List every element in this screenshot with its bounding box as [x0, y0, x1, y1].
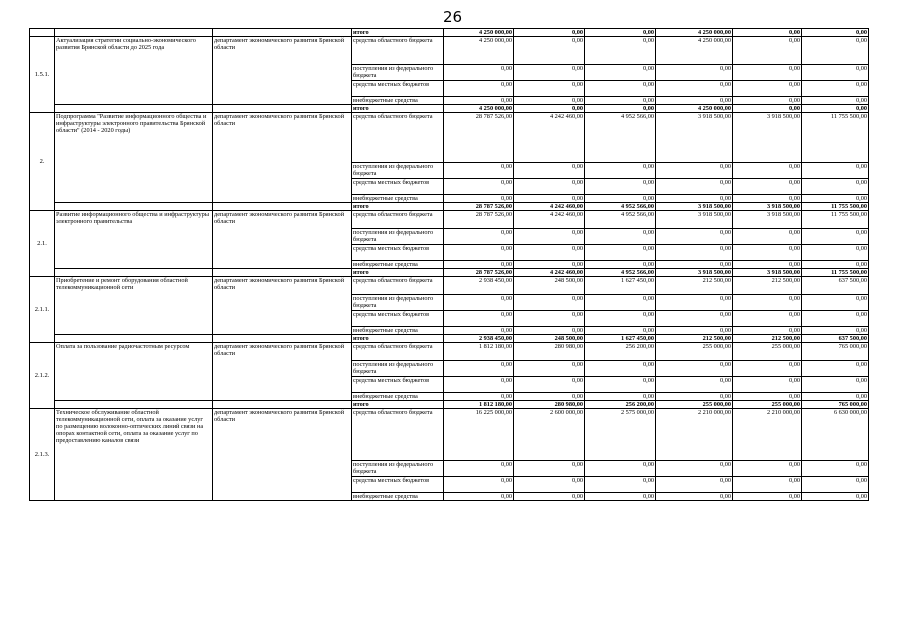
amount-cell: 4 242 460,00: [514, 211, 585, 229]
amount-cell: 0,00: [585, 163, 656, 179]
amount-cell: 0,00: [802, 261, 869, 269]
amount-cell: 0,00: [585, 461, 656, 477]
amount-cell: 0,00: [585, 179, 656, 195]
amount-cell: 0,00: [802, 195, 869, 203]
source-cell: средства областного бюджета: [352, 37, 444, 65]
amount-cell: 0,00: [585, 29, 656, 37]
amount-cell: 0,00: [802, 477, 869, 493]
amount-cell: 4 250 000,00: [656, 37, 733, 65]
amount-cell: 0,00: [656, 461, 733, 477]
amount-cell: 255 000,00: [733, 343, 802, 361]
amount-cell: 248 500,00: [514, 335, 585, 343]
total-row: [30, 29, 869, 37]
amount-cell: 0,00: [585, 105, 656, 113]
amount-cell: 765 000,00: [802, 401, 869, 409]
amount-cell: 2 938 450,00: [444, 277, 514, 295]
amount-cell: 0,00: [802, 65, 869, 81]
source-cell: поступления из федерального бюджета: [352, 65, 444, 81]
amount-cell: 0,00: [802, 29, 869, 37]
amount-cell: 4 250 000,00: [444, 29, 514, 37]
item-name: Подпрограмма "Развитие информационного общества и инфраструктуры электронного правительства Брянской области" (2014 - 2020 годы): [55, 113, 213, 203]
amount-cell: 0,00: [802, 179, 869, 195]
source-cell: внебюджетные средства: [352, 493, 444, 501]
amount-cell: 0,00: [444, 195, 514, 203]
amount-cell: 3 918 500,00: [733, 269, 802, 277]
amount-cell: 0,00: [514, 163, 585, 179]
amount-cell: 0,00: [444, 163, 514, 179]
amount-cell: 0,00: [514, 393, 585, 401]
amount-cell: 0,00: [802, 245, 869, 261]
amount-cell: 0,00: [585, 65, 656, 81]
source-cell: итого: [352, 29, 444, 37]
amount-cell: 0,00: [514, 377, 585, 393]
source-row: [30, 113, 869, 163]
amount-cell: 0,00: [656, 65, 733, 81]
amount-cell: 2 210 000,00: [656, 409, 733, 461]
empty-cell: [55, 401, 213, 409]
amount-cell: 3 918 500,00: [656, 113, 733, 163]
amount-cell: 4 952 566,00: [585, 211, 656, 229]
amount-cell: 0,00: [802, 229, 869, 245]
amount-cell: 1 812 180,00: [444, 401, 514, 409]
amount-cell: 4 952 566,00: [585, 203, 656, 211]
amount-cell: 0,00: [514, 179, 585, 195]
empty-cell: [213, 203, 352, 211]
source-row: [30, 211, 869, 229]
item-executor: департамент экономического развития Брянской области: [213, 277, 352, 335]
amount-cell: 0,00: [802, 105, 869, 113]
budget-table: [29, 28, 869, 501]
item-executor: департамент экономического развития Брянской области: [213, 211, 352, 269]
amount-cell: 255 000,00: [656, 343, 733, 361]
amount-cell: 1 627 450,00: [585, 335, 656, 343]
amount-cell: 0,00: [802, 361, 869, 377]
amount-cell: 3 918 500,00: [656, 203, 733, 211]
amount-cell: 0,00: [802, 311, 869, 327]
amount-cell: 0,00: [802, 97, 869, 105]
amount-cell: 0,00: [733, 195, 802, 203]
amount-cell: 0,00: [585, 377, 656, 393]
source-row: [30, 409, 869, 461]
amount-cell: 1 812 180,00: [444, 343, 514, 361]
amount-cell: 0,00: [514, 81, 585, 97]
amount-cell: 0,00: [585, 81, 656, 97]
amount-cell: 0,00: [656, 245, 733, 261]
item-executor: департамент экономического развития Брянской области: [213, 37, 352, 105]
amount-cell: 0,00: [514, 361, 585, 377]
amount-cell: 0,00: [585, 195, 656, 203]
amount-cell: 11 755 500,00: [802, 113, 869, 163]
empty-cell: [55, 29, 213, 37]
amount-cell: 0,00: [733, 65, 802, 81]
amount-cell: 0,00: [514, 295, 585, 311]
amount-cell: 0,00: [514, 245, 585, 261]
empty-cell: [213, 335, 352, 343]
amount-cell: 0,00: [444, 65, 514, 81]
amount-cell: 28 787 526,00: [444, 203, 514, 211]
amount-cell: 28 787 526,00: [444, 211, 514, 229]
total-row: [30, 335, 869, 343]
amount-cell: 0,00: [444, 229, 514, 245]
amount-cell: 0,00: [444, 311, 514, 327]
amount-cell: 0,00: [585, 311, 656, 327]
amount-cell: 28 787 526,00: [444, 269, 514, 277]
amount-cell: 11 755 500,00: [802, 211, 869, 229]
source-cell: внебюджетные средства: [352, 327, 444, 335]
amount-cell: 0,00: [733, 295, 802, 311]
source-cell: средства областного бюджета: [352, 211, 444, 229]
amount-cell: 0,00: [444, 261, 514, 269]
amount-cell: 255 000,00: [656, 401, 733, 409]
amount-cell: 11 755 500,00: [802, 203, 869, 211]
amount-cell: 0,00: [733, 245, 802, 261]
amount-cell: 0,00: [656, 261, 733, 269]
amount-cell: 4 242 460,00: [514, 269, 585, 277]
amount-cell: 0,00: [656, 179, 733, 195]
source-cell: средства местных бюджетов: [352, 311, 444, 327]
empty-cell: [213, 269, 352, 277]
amount-cell: 0,00: [514, 327, 585, 335]
item-name: Техническое обслуживание областной телекоммуникационной сети, оплата за оказание услуг по размещению волоконно-оптических линий связи на опорах контактной сети, оплата за оказание услуг по предоставлению каналов связи: [55, 409, 213, 501]
amount-cell: 2 210 000,00: [733, 409, 802, 461]
amount-cell: 280 980,00: [514, 343, 585, 361]
empty-cell: [213, 401, 352, 409]
amount-cell: 212 500,00: [656, 277, 733, 295]
item-name: Оплата за пользование радиочастотным ресурсом: [55, 343, 213, 401]
amount-cell: 0,00: [733, 311, 802, 327]
item-number: 2.1.: [30, 211, 55, 277]
amount-cell: 0,00: [444, 179, 514, 195]
amount-cell: 0,00: [585, 361, 656, 377]
page-number: 26: [442, 8, 463, 26]
amount-cell: 0,00: [514, 493, 585, 501]
amount-cell: 2 575 000,00: [585, 409, 656, 461]
source-cell: итого: [352, 401, 444, 409]
amount-cell: 0,00: [656, 229, 733, 245]
amount-cell: 0,00: [733, 393, 802, 401]
total-row: [30, 401, 869, 409]
item-number: 2.1.3.: [30, 409, 55, 501]
amount-cell: 637 500,00: [802, 277, 869, 295]
item-number: 2.: [30, 113, 55, 211]
item-name: Развитие информационного общества и инфраструктуры электронного правительства: [55, 211, 213, 269]
amount-cell: 6 630 000,00: [802, 409, 869, 461]
amount-cell: 0,00: [444, 377, 514, 393]
amount-cell: 0,00: [444, 295, 514, 311]
amount-cell: 256 200,00: [585, 343, 656, 361]
amount-cell: 0,00: [656, 327, 733, 335]
empty-cell: [55, 105, 213, 113]
amount-cell: 0,00: [444, 245, 514, 261]
amount-cell: 4 250 000,00: [656, 29, 733, 37]
amount-cell: 4 952 566,00: [585, 113, 656, 163]
source-cell: итого: [352, 269, 444, 277]
source-cell: средства областного бюджета: [352, 409, 444, 461]
amount-cell: 0,00: [514, 229, 585, 245]
amount-cell: 0,00: [585, 477, 656, 493]
amount-cell: 0,00: [656, 477, 733, 493]
source-row: [30, 343, 869, 361]
amount-cell: 0,00: [802, 295, 869, 311]
amount-cell: 3 918 500,00: [733, 113, 802, 163]
source-row: [30, 277, 869, 295]
amount-cell: 4 250 000,00: [444, 37, 514, 65]
amount-cell: 3 918 500,00: [656, 269, 733, 277]
amount-cell: 0,00: [733, 179, 802, 195]
amount-cell: 248 500,00: [514, 277, 585, 295]
empty-cell: [30, 29, 55, 37]
amount-cell: 0,00: [514, 37, 585, 65]
amount-cell: 11 755 500,00: [802, 269, 869, 277]
amount-cell: 0,00: [733, 97, 802, 105]
amount-cell: 0,00: [802, 377, 869, 393]
amount-cell: 0,00: [733, 327, 802, 335]
source-cell: средства местных бюджетов: [352, 179, 444, 195]
source-cell: внебюджетные средства: [352, 97, 444, 105]
amount-cell: 28 787 526,00: [444, 113, 514, 163]
amount-cell: 3 918 500,00: [733, 203, 802, 211]
amount-cell: 0,00: [656, 493, 733, 501]
source-cell: итого: [352, 105, 444, 113]
amount-cell: 0,00: [444, 361, 514, 377]
amount-cell: 0,00: [514, 461, 585, 477]
amount-cell: 637 500,00: [802, 335, 869, 343]
item-number: 1.5.1.: [30, 37, 55, 113]
amount-cell: 0,00: [656, 361, 733, 377]
amount-cell: 0,00: [733, 477, 802, 493]
amount-cell: 0,00: [733, 81, 802, 97]
amount-cell: 255 000,00: [733, 401, 802, 409]
source-cell: поступления из федерального бюджета: [352, 163, 444, 179]
amount-cell: 0,00: [514, 97, 585, 105]
amount-cell: 0,00: [733, 105, 802, 113]
empty-cell: [213, 105, 352, 113]
source-cell: внебюджетные средства: [352, 261, 444, 269]
amount-cell: 0,00: [802, 461, 869, 477]
amount-cell: 0,00: [733, 229, 802, 245]
amount-cell: 0,00: [802, 37, 869, 65]
source-cell: поступления из федерального бюджета: [352, 461, 444, 477]
amount-cell: 0,00: [585, 327, 656, 335]
item-number: 2.1.1.: [30, 277, 55, 343]
amount-cell: 0,00: [656, 97, 733, 105]
amount-cell: 0,00: [514, 261, 585, 269]
amount-cell: 0,00: [656, 195, 733, 203]
amount-cell: 0,00: [514, 195, 585, 203]
empty-cell: [55, 203, 213, 211]
amount-cell: 0,00: [802, 393, 869, 401]
source-cell: поступления из федерального бюджета: [352, 229, 444, 245]
empty-cell: [213, 29, 352, 37]
source-cell: средства областного бюджета: [352, 343, 444, 361]
amount-cell: 0,00: [585, 245, 656, 261]
amount-cell: 0,00: [656, 81, 733, 97]
amount-cell: 2 938 450,00: [444, 335, 514, 343]
item-executor: департамент экономического развития Брянской области: [213, 343, 352, 401]
amount-cell: 0,00: [514, 105, 585, 113]
amount-cell: 0,00: [733, 261, 802, 269]
empty-cell: [55, 335, 213, 343]
item-number: 2.1.2.: [30, 343, 55, 409]
amount-cell: 0,00: [802, 493, 869, 501]
amount-cell: 4 250 000,00: [656, 105, 733, 113]
amount-cell: 4 952 566,00: [585, 269, 656, 277]
source-cell: итого: [352, 203, 444, 211]
empty-cell: [55, 269, 213, 277]
amount-cell: 0,00: [444, 393, 514, 401]
amount-cell: 0,00: [514, 311, 585, 327]
amount-cell: 0,00: [444, 81, 514, 97]
amount-cell: 0,00: [733, 461, 802, 477]
amount-cell: 0,00: [444, 493, 514, 501]
source-cell: средства местных бюджетов: [352, 377, 444, 393]
amount-cell: 3 918 500,00: [733, 211, 802, 229]
amount-cell: 0,00: [733, 361, 802, 377]
item-name: Приобретение и ремонт оборудования областной телекоммуникационной сети: [55, 277, 213, 335]
amount-cell: 256 200,00: [585, 401, 656, 409]
source-row: [30, 37, 869, 65]
amount-cell: 0,00: [514, 65, 585, 81]
amount-cell: 212 500,00: [656, 335, 733, 343]
source-cell: средства местных бюджетов: [352, 245, 444, 261]
item-executor: департамент экономического развития Брянской области: [213, 113, 352, 203]
amount-cell: 0,00: [733, 163, 802, 179]
total-row: [30, 203, 869, 211]
amount-cell: 1 627 450,00: [585, 277, 656, 295]
amount-cell: 0,00: [802, 163, 869, 179]
amount-cell: 0,00: [656, 163, 733, 179]
source-cell: средства областного бюджета: [352, 277, 444, 295]
amount-cell: 0,00: [585, 393, 656, 401]
amount-cell: 212 500,00: [733, 277, 802, 295]
total-row: [30, 105, 869, 113]
amount-cell: 4 242 460,00: [514, 203, 585, 211]
total-row: [30, 269, 869, 277]
amount-cell: 0,00: [514, 29, 585, 37]
amount-cell: 0,00: [514, 477, 585, 493]
amount-cell: 0,00: [802, 327, 869, 335]
amount-cell: 0,00: [444, 461, 514, 477]
amount-cell: 4 242 460,00: [514, 113, 585, 163]
amount-cell: 0,00: [444, 477, 514, 493]
source-cell: средства областного бюджета: [352, 113, 444, 163]
amount-cell: 0,00: [585, 295, 656, 311]
source-cell: внебюджетные средства: [352, 393, 444, 401]
amount-cell: 3 918 500,00: [656, 211, 733, 229]
amount-cell: 0,00: [733, 377, 802, 393]
amount-cell: 0,00: [656, 393, 733, 401]
amount-cell: 0,00: [585, 261, 656, 269]
item-name: Актуализация стратегии социально-экономического развития Брянской области до 2025 года: [55, 37, 213, 105]
amount-cell: 280 980,00: [514, 401, 585, 409]
source-cell: итого: [352, 335, 444, 343]
source-cell: поступления из федерального бюджета: [352, 361, 444, 377]
amount-cell: 0,00: [733, 493, 802, 501]
amount-cell: 4 250 000,00: [444, 105, 514, 113]
amount-cell: 0,00: [656, 311, 733, 327]
source-cell: средства местных бюджетов: [352, 477, 444, 493]
amount-cell: 0,00: [733, 37, 802, 65]
amount-cell: 0,00: [444, 97, 514, 105]
amount-cell: 765 000,00: [802, 343, 869, 361]
item-executor: департамент экономического развития Брянской области: [213, 409, 352, 501]
amount-cell: 0,00: [444, 327, 514, 335]
amount-cell: 0,00: [802, 81, 869, 97]
amount-cell: 0,00: [585, 493, 656, 501]
amount-cell: 0,00: [656, 295, 733, 311]
amount-cell: 0,00: [585, 229, 656, 245]
source-cell: поступления из федерального бюджета: [352, 295, 444, 311]
amount-cell: 2 600 000,00: [514, 409, 585, 461]
amount-cell: 212 500,00: [733, 335, 802, 343]
amount-cell: 16 225 000,00: [444, 409, 514, 461]
amount-cell: 0,00: [585, 37, 656, 65]
source-cell: средства местных бюджетов: [352, 81, 444, 97]
amount-cell: 0,00: [733, 29, 802, 37]
source-cell: внебюджетные средства: [352, 195, 444, 203]
amount-cell: 0,00: [585, 97, 656, 105]
amount-cell: 0,00: [656, 377, 733, 393]
